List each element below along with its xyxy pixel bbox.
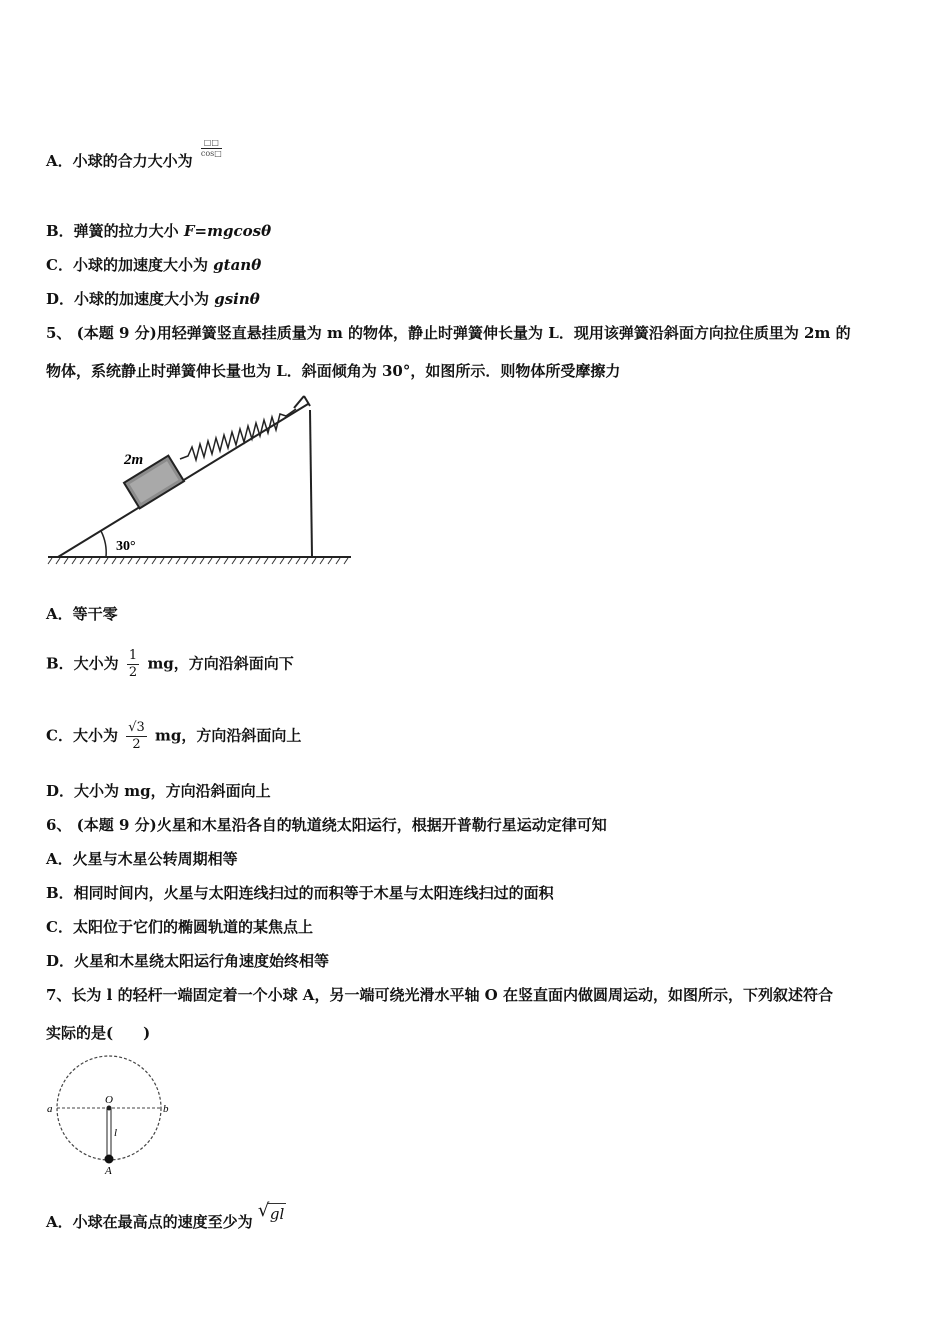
q7-option-a (46, 1200, 286, 1232)
q4-option-d-text: D．小球的加速度大小为 (46, 290, 215, 308)
q7-stem-line2: 实际的是( ) (46, 1024, 151, 1042)
q5-option-b-prefix: B．大小为 (46, 654, 119, 673)
q4-option-a-numerator: □□ (201, 138, 222, 149)
q4-option-d (46, 289, 260, 309)
q5-option-b (46, 648, 294, 681)
q5-option-a: A．等干零 (46, 605, 118, 623)
q5-option-b-numerator: 1 (128, 648, 138, 663)
q5-option-c-denominator: 2 (132, 737, 141, 752)
q4-option-c-formula: gtanθ (213, 256, 262, 274)
q4-option-a-label: A．小球的合力大小为 (46, 152, 193, 170)
q6-option-b: B．相同时间内，火星与太阳连线扫过的而积等于木星与太阳连线扫过的面积 (46, 884, 554, 902)
q5-stem-line1: 5、 (本题 9 分)用轻弹簧竖直悬挂质量为 m 的物体，静止时弹簧伸长量为 L．现用该弹簧沿斜面方向拉住质里为 2m 的 (46, 324, 851, 342)
q7-option-a-prefix: A．小球在最高点的速度至少为 (46, 1213, 253, 1231)
mass-label: 2m (124, 452, 144, 468)
q5-option-d: D．大小为 mg，方向沿斜面向上 (46, 782, 271, 800)
q4-option-b-text: B．弹簧的拉力大小 (46, 222, 184, 240)
spring (180, 409, 296, 460)
q7-stem-line1: 7、长为 l 的轻杆一端固定着一个小球 A，另一端可绕光滑水平轴 O 在竖直面内做圆周运动，如图所示，下列叙述符合 (46, 986, 833, 1004)
ball-a (105, 1155, 114, 1164)
q5-option-c-prefix: C．大小为 (46, 726, 118, 745)
label-b: b (163, 1103, 169, 1115)
q5-option-b-suffix: mg，方向沿斜面向下 (147, 654, 294, 673)
q4-option-a-fraction (201, 138, 222, 159)
q6-option-c: C．太阳位于它们的椭圆轨道的某焦点上 (46, 918, 313, 936)
sqrt-sign-icon: √ (257, 1200, 270, 1221)
q5-option-c-fraction (126, 720, 147, 753)
circle-rod-figure (44, 1052, 174, 1178)
q4-option-d-formula: gsinθ (214, 290, 260, 308)
q5-option-b-fraction (127, 648, 139, 681)
q6-stem: 6、 (本题 9 分)火星和木星沿各自的轨道绕太阳运行，根据开普勒行星运动定律可知 (46, 816, 607, 834)
incline-spring-figure (46, 392, 356, 572)
q6-option-a: A．火星与木星公转周期相等 (46, 850, 238, 868)
label-A: A (105, 1165, 112, 1177)
q5-option-c-numerator: √3 (128, 720, 145, 735)
q5-option-c-suffix: mg，方向沿斜面向上 (154, 726, 302, 745)
q6-option-d: D．火星和木星绕太阳运行角速度始终相等 (46, 952, 330, 970)
label-a: a (47, 1103, 53, 1115)
pivot-o (107, 1106, 112, 1111)
q4-option-b-formula: F=mgcosθ (183, 222, 272, 240)
angle-label: 30° (116, 539, 136, 554)
q4-option-c (46, 255, 261, 275)
q4-option-a (46, 138, 225, 171)
label-o: O (105, 1094, 113, 1106)
q4-option-b (46, 221, 271, 241)
q5-stem-line2: 物体，系统静止时弹簧伸长量也为 L．斜面倾角为 30°，如图所示．则物体所受摩擦力 (46, 362, 621, 380)
q7-option-a-sqrt (257, 1200, 286, 1224)
angle-arc (101, 531, 106, 557)
q5-option-c (46, 720, 301, 753)
label-l: l (114, 1127, 118, 1139)
ground-hatching (48, 558, 348, 564)
q5-option-b-denominator: 2 (128, 665, 138, 680)
incline-vertical-side (310, 410, 312, 557)
q4-option-a-denominator: cos□ (200, 149, 222, 158)
q7-option-a-radicand: gl (269, 1205, 285, 1223)
rod (107, 1108, 111, 1158)
q4-option-c-text: C．小球的加速度大小为 (46, 256, 214, 274)
